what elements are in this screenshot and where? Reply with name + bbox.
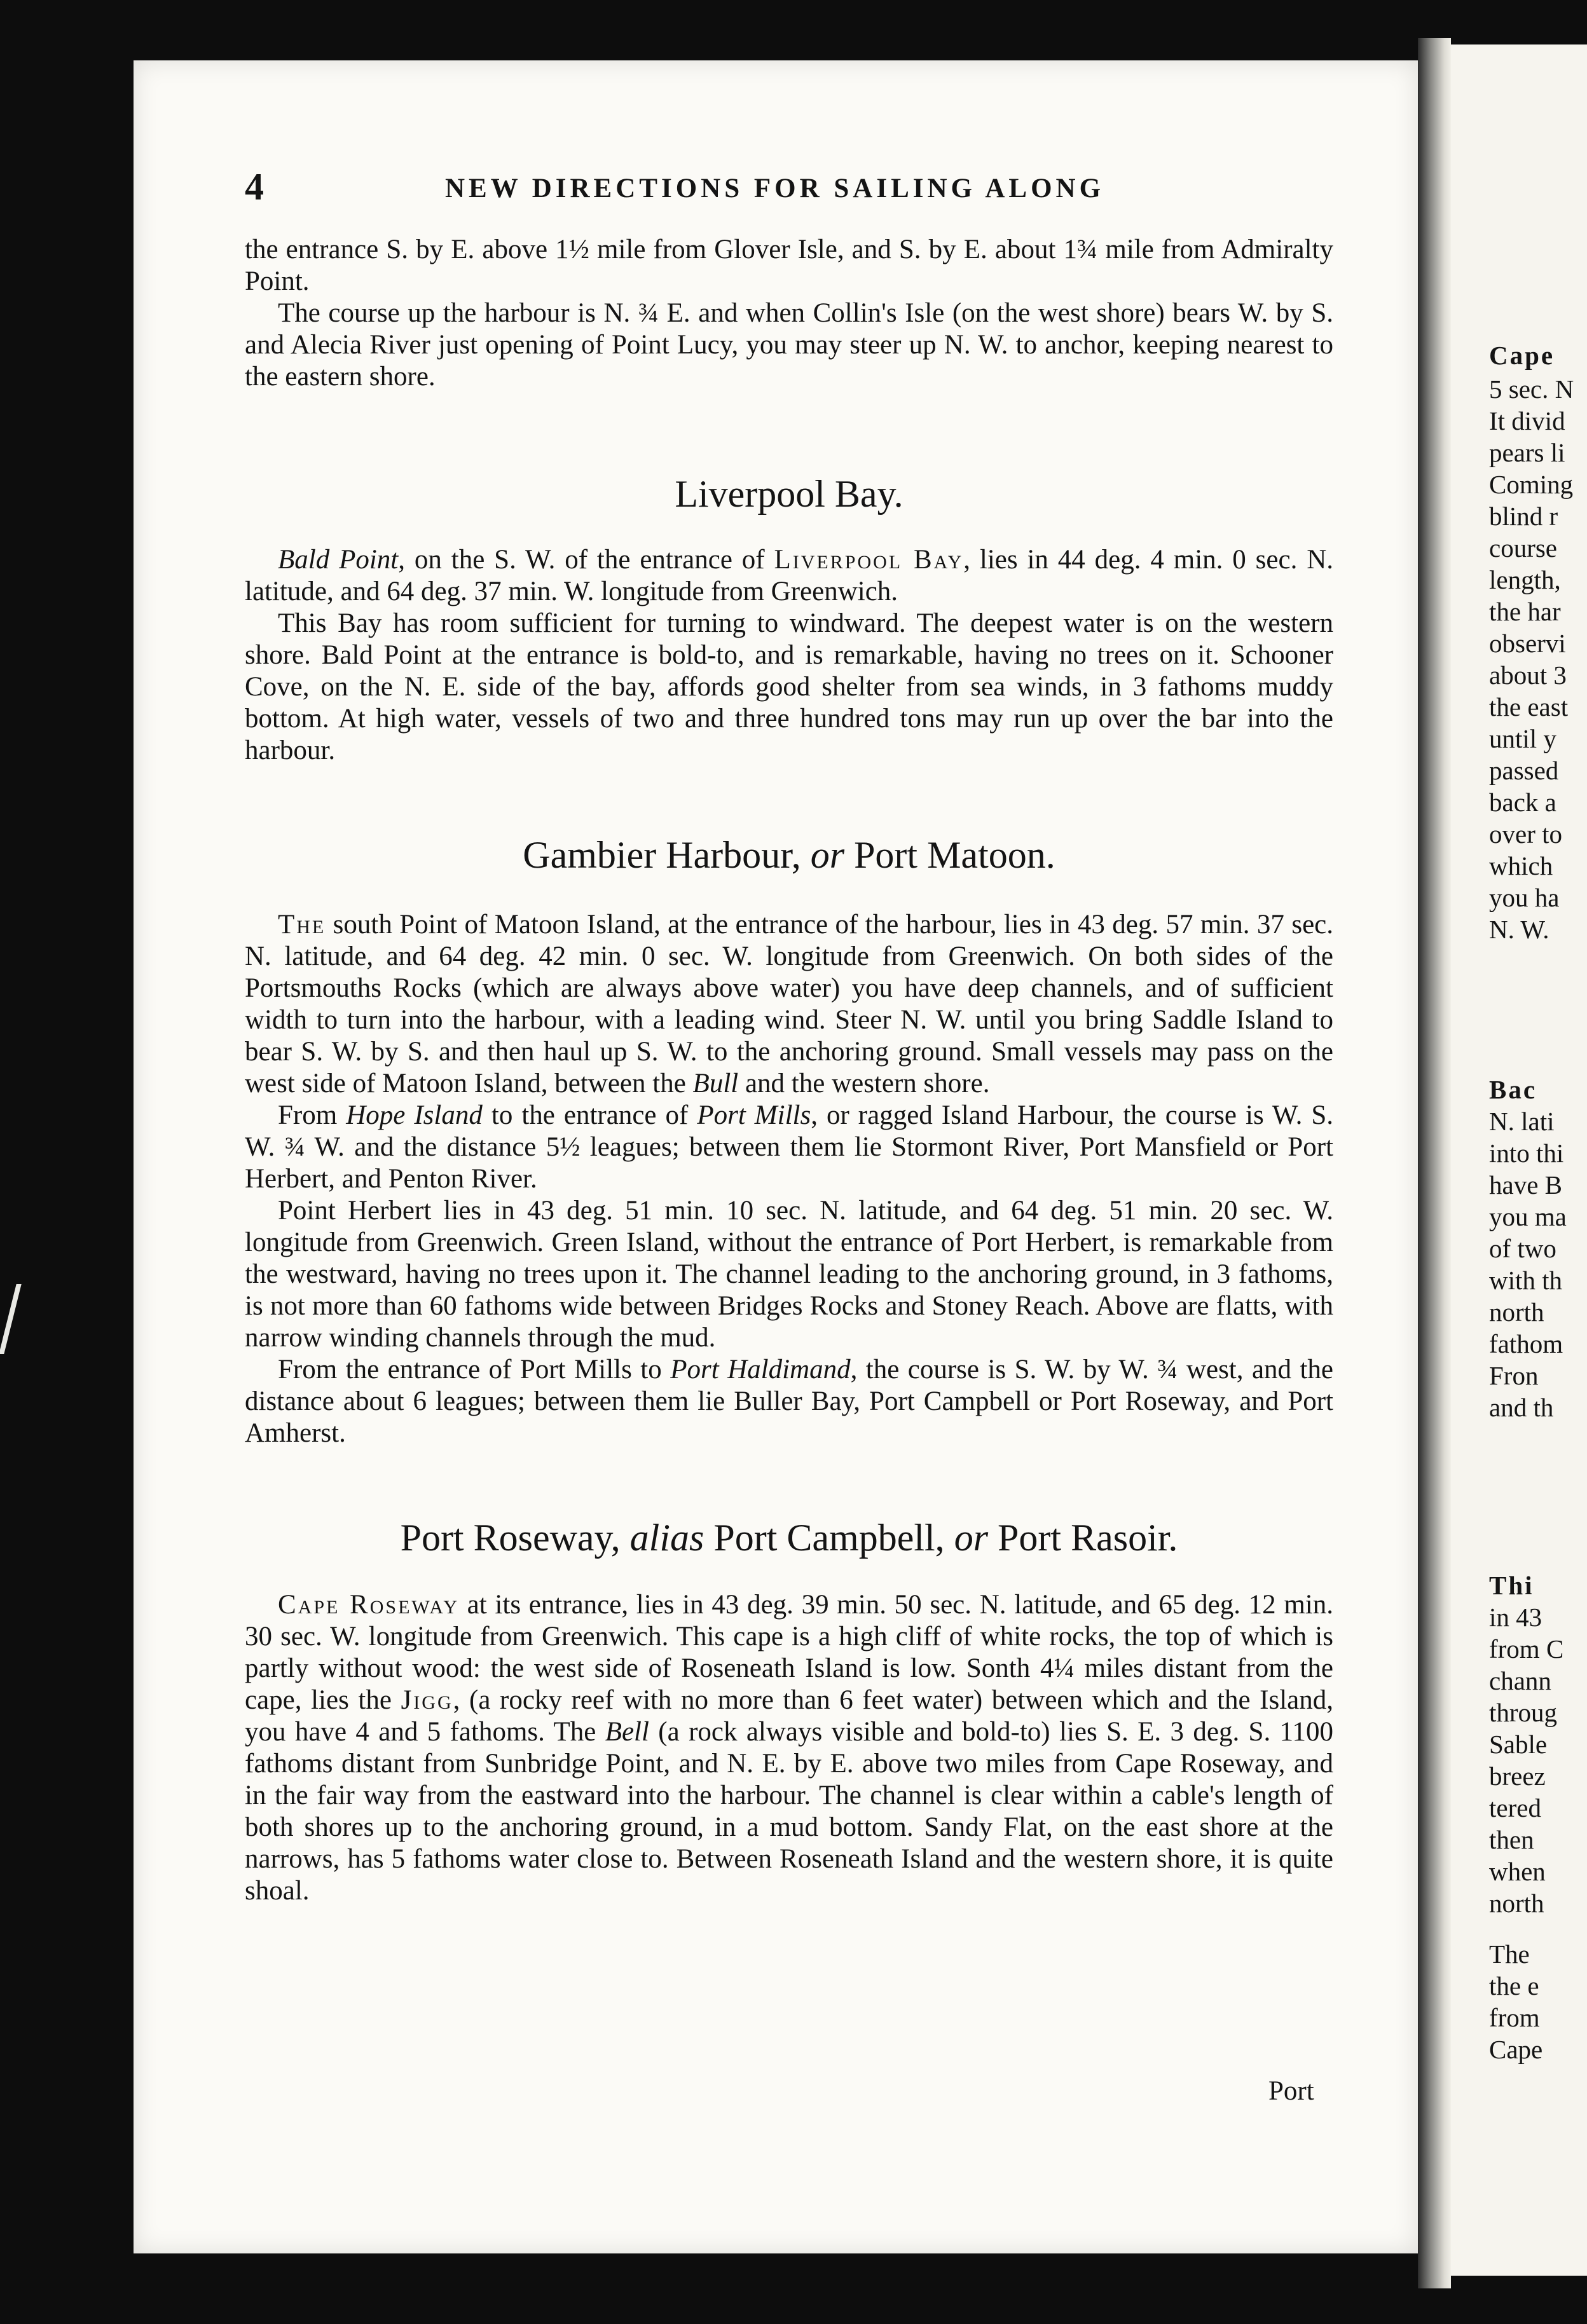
gambier-paragraph-1: The south Point of Matoon Island, at the entrance of the harbour, lies in 43 deg. 57 min. 37 sec. N. latitude, and 64 deg. 42 min. 0 sec. W. longitude from Greenwich. On both sides of the Portsmouths Rocks (which are always above water) you have deep channels, and of sufficient width to turn into the harbour, with a leading wind. Steer N. W. until you bring Saddle Island to bear S. W. by S. and then haul up S. W. to the anchoring ground. Small vessels may pass on the west side of Matoon Island, between the Bull and the western shore. xyxy=(245,910,1333,1098)
roseway-lead: Cape Roseway xyxy=(278,1590,459,1620)
facing-page-line: throug xyxy=(1489,1698,1558,1727)
facing-page-fragment xyxy=(1451,44,1587,2276)
facing-page-line: Sable xyxy=(1489,1730,1548,1759)
facing-page-line: north xyxy=(1489,1889,1544,1918)
facing-page-line: length, xyxy=(1489,565,1561,594)
facing-page-line: It divid xyxy=(1489,406,1565,435)
facing-page-line: Bac xyxy=(1489,1075,1537,1104)
facing-page-line: pears li xyxy=(1489,438,1565,467)
facing-page-line: Fron xyxy=(1489,1361,1539,1390)
facing-page-line: into thi xyxy=(1489,1138,1564,1168)
running-head xyxy=(245,166,1351,208)
facing-page-line: back a xyxy=(1489,788,1556,817)
facing-page-line: until y xyxy=(1489,724,1556,753)
gambier-lead: The xyxy=(278,910,326,940)
facing-page-line: tered xyxy=(1489,1793,1541,1822)
facing-page-line: have B xyxy=(1489,1170,1562,1200)
facing-page-line: north xyxy=(1489,1297,1544,1327)
opening-paragraph-2: The course up the harbour is N. ¾ E. and when Collin's Isle (on the west shore) bears W. by S. and Alecia River just opening of Point Lucy, you may steer up N. W. to anchor, keeping nearest to the eastern shore. xyxy=(245,298,1333,392)
liverpool-bay-name: Liverpool Bay xyxy=(774,545,964,575)
facing-page-line: chann xyxy=(1489,1666,1551,1695)
facing-page-line: course xyxy=(1489,533,1558,563)
facing-page-line: Cape xyxy=(1489,341,1555,370)
facing-page-line: in 43 xyxy=(1489,1603,1542,1632)
running-head-title: NEW DIRECTIONS FOR SAILING ALONG xyxy=(445,174,1105,203)
liverpool-paragraph-1: Bald Point, on the S. W. of the entrance of Liverpool Bay, lies in 44 deg. 4 min. 0 sec. N. latitude, and 64 deg. 37 min. W. longitude from Greenwich. xyxy=(245,545,1333,606)
scan-margin-mark xyxy=(0,1284,22,1354)
facing-page-line: fathom xyxy=(1489,1329,1563,1358)
facing-page-line: breez xyxy=(1489,1761,1546,1791)
facing-page-line: you ha xyxy=(1489,883,1560,912)
facing-page-line: about 3 xyxy=(1489,660,1567,690)
facing-page-line: N. lati xyxy=(1489,1107,1555,1136)
facing-page-line: with th xyxy=(1489,1266,1563,1295)
gambier-paragraph-3: Point Herbert lies in 43 deg. 51 min. 10 sec. N. latitude, and 64 deg. 51 min. 20 sec. W. longitude from Greenwich. Green Island, without the entrance of Port Herbert, is remarkable from the westward, having no trees upon it. The channel leading to the anchoring ground, in 3 fathoms, is not more than 60 fathoms wide between Bridges Rocks and Stoney Reach. Above are flatts, with narrow winding channels through the mud. xyxy=(245,1196,1333,1353)
facing-page-line: when xyxy=(1489,1857,1546,1886)
facing-page-line: then xyxy=(1489,1825,1534,1854)
facing-page-line: Cape xyxy=(1489,2035,1543,2064)
section-heading-roseway: Port Roseway, alias Port Campbell, or Port Rasoir. xyxy=(400,1517,1178,1559)
facing-page-line: from xyxy=(1489,2003,1540,2032)
facing-page-line: Coming xyxy=(1489,470,1574,499)
facing-page-line: The xyxy=(1489,1939,1530,1969)
facing-page-line: and th xyxy=(1489,1393,1554,1422)
gambier-paragraph-2: From Hope Island to the entrance of Port Mills, or ragged Island Harbour, the course is W. S. W. ¾ W. and the distance 5½ leagues; between them lie Stormont River, Port Mansfield or Port Herbert, and Penton River. xyxy=(245,1100,1333,1194)
section-heading-liverpool: Liverpool Bay. xyxy=(675,473,903,515)
facing-page-line: N. W. xyxy=(1489,915,1549,944)
catchword: Port xyxy=(1268,2076,1314,2106)
liverpool-lead: Bald Point xyxy=(278,545,399,575)
book-gutter xyxy=(1418,38,1451,2288)
roseway-paragraph-1: Cape Roseway at its entrance, lies in 43 deg. 39 min. 50 sec. N. latitude, and 65 deg. 12 min. 30 sec. W. longitude from Greenwich. This cape is a high cliff of white rocks, the top of which is partly without wood: the west side of Roseneath Island is low. Sonth 4¼ miles distant from the cape, lies the Jigg, (a rocky reef with no more than 6 feet water) between which and the Island, you have 4 and 5 fathoms. The Bell (a rock always visible and bold-to) lies S. E. 3 deg. S. 1100 fathoms distant from Sunbridge Point, and N. E. by E. above two miles from Cape Roseway, and in the fair way from the eastward into the harbour. The channel is clear within a cable's length of both shores up to the anchoring ground, in a mud bottom. Sandy Flat, on the east shore at the narrows, has 5 fathoms water close to. Between Roseneath Island and the western shore, it is quite shoal. xyxy=(245,1590,1333,1906)
facing-page-line: blind r xyxy=(1489,502,1558,531)
facing-page-line: from C xyxy=(1489,1634,1564,1664)
facing-page-line: which xyxy=(1489,851,1553,880)
facing-page-line: the e xyxy=(1489,1971,1539,2000)
facing-page-line: you ma xyxy=(1489,1202,1567,1231)
facing-page-line: of two xyxy=(1489,1234,1556,1263)
facing-page-line: passed xyxy=(1489,756,1559,785)
page-number: 4 xyxy=(245,166,264,208)
liverpool-paragraph-2: This Bay has room sufficient for turning to windward. The deepest water is on the western shore. Bald Point at the entrance is bold-to, and is remarkable, having no trees on it. Schooner Cove, on the N. E. side of the bay, affords good shelter from sea winds, in 3 fathoms muddy bottom. At high water, vessels of two and three hundred tons may run up over the bar into the harbour. xyxy=(245,608,1333,765)
section-heading-gambier: Gambier Harbour, or Port Matoon. xyxy=(523,834,1055,876)
gambier-paragraph-4: From the entrance of Port Mills to Port Haldimand, the course is S. W. by W. ¾ west, and the distance about 6 leagues; between them lie Buller Bay, Port Campbell or Port Roseway, and Port Amherst. xyxy=(245,1355,1334,1448)
facing-page-line: over to xyxy=(1489,819,1562,849)
facing-page-line: observi xyxy=(1489,629,1566,658)
facing-page-line: the east xyxy=(1489,692,1569,721)
page-body xyxy=(245,234,1333,1907)
facing-page-line: the har xyxy=(1489,597,1561,626)
opening-paragraph-1: the entrance S. by E. above 1½ mile from Glover Isle, and S. by E. about 1¾ mile from Admiralty Point. xyxy=(245,235,1333,296)
facing-page-line: 5 sec. N xyxy=(1489,374,1574,404)
facing-page-line: Thi xyxy=(1489,1571,1534,1600)
